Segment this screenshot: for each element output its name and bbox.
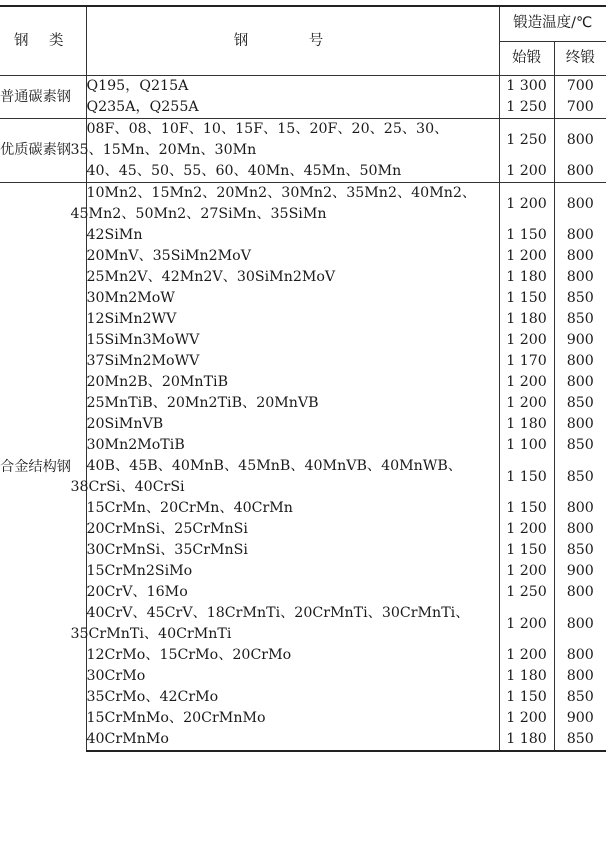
end-forging-temp: 800 bbox=[566, 374, 594, 390]
table-row bbox=[0, 414, 606, 435]
end-forging-temp: 850 bbox=[566, 437, 594, 453]
start-forging-temp: 1 200 bbox=[499, 645, 554, 666]
steel-grade-line: Q195，Q215A bbox=[86, 78, 189, 94]
steel-grade-line: 08F、08、10F、10、15F、15、20F、20、25、30、 bbox=[86, 121, 449, 137]
steel-grade-line: 15SiMn3MoWV bbox=[86, 332, 200, 348]
header-end-forging: 终锻 bbox=[554, 41, 606, 76]
steel-grade-line: 42SiMn bbox=[86, 227, 143, 243]
steel-grade-cell bbox=[86, 309, 499, 330]
table-row bbox=[0, 330, 606, 351]
steel-grade-line: 30CrMnSi、35CrMnSi bbox=[86, 542, 248, 558]
start-forging-temp: 1 250 bbox=[499, 119, 554, 162]
steel-grade-line: 35CrMnTi、40CrMnTi bbox=[70, 626, 232, 642]
steel-grade-cell bbox=[86, 729, 499, 751]
start-forging-temp: 1 150 bbox=[499, 498, 554, 519]
table-body bbox=[0, 76, 606, 752]
start-forging-temp: 1 200 bbox=[499, 393, 554, 414]
table-row bbox=[0, 666, 606, 687]
start-forging-temp: 1 200 bbox=[499, 603, 554, 645]
start-forging-temp: 1 200 bbox=[499, 561, 554, 582]
steel-grade-cell bbox=[86, 687, 499, 708]
steel-grade-cell bbox=[86, 246, 499, 267]
end-forging-temp: 800 bbox=[566, 584, 594, 600]
start-forging-temp: 1 200 bbox=[499, 708, 554, 729]
table-row bbox=[0, 603, 606, 645]
steel-grade-line: 40CrMnMo bbox=[86, 731, 169, 747]
steel-grade-line: 10Mn2、15Mn2、20Mn2、30Mn2、35Mn2、40Mn2、 bbox=[86, 185, 477, 201]
table-row bbox=[0, 309, 606, 330]
steel-grade-cell bbox=[86, 76, 499, 98]
table-row bbox=[0, 645, 606, 666]
steel-grade-cell bbox=[70, 119, 499, 162]
steel-grade-line: Q235A，Q255A bbox=[86, 99, 199, 115]
start-forging-temp: 1 200 bbox=[499, 183, 554, 226]
table-row bbox=[0, 97, 606, 119]
end-forging-temp: 800 bbox=[566, 248, 594, 264]
table-row bbox=[0, 393, 606, 414]
steel-grade-cell bbox=[70, 183, 499, 226]
table-row bbox=[0, 267, 606, 288]
steel-grade-line: 12CrMo、15CrMo、20CrMo bbox=[86, 647, 292, 663]
steel-grade-cell bbox=[86, 393, 499, 414]
end-forging-temp: 800 bbox=[566, 416, 594, 432]
end-forging-temp: 850 bbox=[566, 290, 594, 306]
start-forging-temp: 1 180 bbox=[499, 414, 554, 435]
table-row bbox=[0, 687, 606, 708]
steel-grade-line: 40B、45B、40MnB、45MnB、40MnVB、40MnWB、 bbox=[86, 458, 462, 474]
header-steel-grade: 钢 号 bbox=[86, 6, 499, 76]
table-row bbox=[0, 183, 606, 226]
end-forging-temp: 900 bbox=[566, 332, 594, 348]
steel-grade-cell bbox=[70, 603, 499, 645]
start-forging-temp: 1 250 bbox=[499, 582, 554, 603]
steel-grade-line: 20Mn2B、20MnTiB bbox=[86, 374, 229, 390]
end-forging-temp: 850 bbox=[554, 729, 606, 751]
steel-grade-line: 12SiMn2WV bbox=[86, 311, 177, 327]
start-forging-temp: 1 150 bbox=[499, 225, 554, 246]
steel-grade-cell bbox=[86, 267, 499, 288]
end-forging-temp: 800 bbox=[566, 163, 594, 179]
start-forging-temp: 1 150 bbox=[499, 687, 554, 708]
end-forging-temp: 850 bbox=[566, 311, 594, 327]
start-forging-temp: 1 180 bbox=[499, 309, 554, 330]
table-row bbox=[0, 561, 606, 582]
end-forging-temp: 800 bbox=[554, 183, 606, 226]
start-forging-temp: 1 150 bbox=[499, 540, 554, 561]
steel-grade-line: 35、15Mn、20Mn、30Mn bbox=[70, 142, 257, 158]
table-row bbox=[0, 456, 606, 498]
start-forging-temp: 1 200 bbox=[499, 330, 554, 351]
steel-grade-cell bbox=[86, 540, 499, 561]
steel-grade-line: 20CrMnSi、25CrMnSi bbox=[86, 521, 248, 537]
table-row bbox=[0, 708, 606, 729]
table-row bbox=[0, 540, 606, 561]
end-forging-temp: 800 bbox=[566, 647, 594, 663]
end-forging-temp: 900 bbox=[566, 710, 594, 726]
start-forging-temp: 1 200 bbox=[499, 519, 554, 540]
steel-grade-cell bbox=[86, 708, 499, 729]
steel-grade-line: 40、45、50、55、60、40Mn、45Mn、50Mn bbox=[86, 163, 402, 179]
steel-grade-line: 30Mn2MoW bbox=[86, 290, 175, 306]
end-forging-temp: 800 bbox=[554, 119, 606, 162]
end-forging-temp: 850 bbox=[566, 468, 594, 485]
table-row bbox=[0, 729, 606, 751]
start-forging-temp: 1 150 bbox=[499, 456, 554, 498]
steel-grade-cell bbox=[86, 414, 499, 435]
steel-grade-cell bbox=[86, 330, 499, 351]
start-forging-temp: 1 200 bbox=[499, 161, 554, 183]
start-forging-temp: 1 100 bbox=[499, 435, 554, 456]
end-forging-temp: 800 bbox=[566, 353, 594, 369]
steel-grade-line: 25MnTiB、20Mn2TiB、20MnVB bbox=[86, 395, 319, 411]
start-forging-temp: 1 180 bbox=[499, 729, 554, 751]
table-row bbox=[0, 435, 606, 456]
steel-grade-line: 37SiMn2MoWV bbox=[86, 353, 200, 369]
steel-grade-line: 20SiMnVB bbox=[86, 416, 164, 432]
table-row bbox=[0, 372, 606, 393]
steel-grade-cell bbox=[86, 498, 499, 519]
table-row bbox=[0, 288, 606, 309]
steel-grade-line: 15CrMn、20CrMn、40CrMn bbox=[86, 500, 293, 516]
steel-grade-line: 30CrMo bbox=[86, 668, 146, 684]
start-forging-temp: 1 150 bbox=[499, 288, 554, 309]
header-start-forging: 始锻 bbox=[499, 41, 554, 76]
forging-temperature-table bbox=[0, 5, 606, 752]
steel-grade-cell bbox=[86, 351, 499, 372]
start-forging-temp: 1 180 bbox=[499, 666, 554, 687]
table-row bbox=[0, 76, 606, 98]
steel-grade-cell bbox=[86, 225, 499, 246]
end-forging-temp: 850 bbox=[566, 542, 594, 558]
steel-grade-cell bbox=[86, 372, 499, 393]
steel-grade-cell bbox=[86, 561, 499, 582]
start-forging-temp: 1 180 bbox=[499, 267, 554, 288]
table-row bbox=[0, 225, 606, 246]
header-steel-class: 钢 类 bbox=[0, 6, 86, 76]
end-forging-temp: 800 bbox=[566, 500, 594, 516]
steel-grade-cell bbox=[70, 456, 499, 498]
steel-grade-line: 20MnV、35SiMn2MoV bbox=[86, 248, 251, 264]
table-row bbox=[0, 519, 606, 540]
steel-grade-cell bbox=[86, 519, 499, 540]
steel-grade-line: 20CrV、16Mo bbox=[86, 584, 188, 600]
steel-grade-cell bbox=[86, 288, 499, 309]
start-forging-temp: 1 300 bbox=[499, 76, 554, 98]
end-forging-temp: 700 bbox=[566, 99, 594, 115]
steel-class-cell: 普通碳素钢 bbox=[0, 76, 86, 119]
end-forging-temp: 800 bbox=[566, 615, 594, 632]
steel-grade-line: 45Mn2、50Mn2、27SiMn、35SiMn bbox=[70, 206, 327, 222]
start-forging-temp: 1 200 bbox=[499, 246, 554, 267]
steel-grade-line: 25Mn2V、42Mn2V、30SiMn2MoV bbox=[86, 269, 336, 285]
end-forging-temp: 850 bbox=[566, 395, 594, 411]
end-forging-temp: 800 bbox=[566, 521, 594, 537]
steel-grade-line: 40CrV、45CrV、18CrMnTi、20CrMnTi、30CrMnTi、 bbox=[86, 605, 470, 621]
end-forging-temp: 800 bbox=[566, 668, 594, 684]
steel-grade-cell bbox=[86, 97, 499, 119]
steel-grade-cell bbox=[86, 435, 499, 456]
table-row bbox=[0, 498, 606, 519]
end-forging-temp: 800 bbox=[566, 227, 594, 243]
table-row bbox=[0, 582, 606, 603]
steel-grade-line: 30Mn2MoTiB bbox=[86, 437, 185, 453]
end-forging-temp: 900 bbox=[566, 563, 594, 579]
table-row bbox=[0, 119, 606, 162]
steel-grade-line: 38CrSi、40CrSi bbox=[70, 479, 185, 495]
steel-grade-line: 15CrMnMo、20CrMnMo bbox=[86, 710, 266, 726]
steel-grade-cell bbox=[86, 645, 499, 666]
steel-grade-line: 35CrMo、42CrMo bbox=[86, 689, 219, 705]
start-forging-temp: 1 170 bbox=[499, 351, 554, 372]
steel-class-cell: 优质碳素钢 bbox=[0, 119, 86, 183]
start-forging-temp: 1 250 bbox=[499, 97, 554, 119]
table-row bbox=[0, 246, 606, 267]
end-forging-temp: 850 bbox=[566, 689, 594, 705]
start-forging-temp: 1 200 bbox=[499, 372, 554, 393]
steel-grade-cell bbox=[86, 161, 499, 183]
header-forging-temperature: 锻造温度/℃ bbox=[499, 6, 606, 41]
steel-grade-line: 15CrMn2SiMo bbox=[86, 563, 193, 579]
steel-grade-cell bbox=[86, 666, 499, 687]
table-row bbox=[0, 351, 606, 372]
steel-grade-cell bbox=[86, 582, 499, 603]
table-row bbox=[0, 161, 606, 183]
end-forging-temp: 800 bbox=[566, 269, 594, 285]
end-forging-temp: 700 bbox=[554, 76, 606, 98]
steel-class-cell: 合金结构钢 bbox=[0, 183, 86, 752]
